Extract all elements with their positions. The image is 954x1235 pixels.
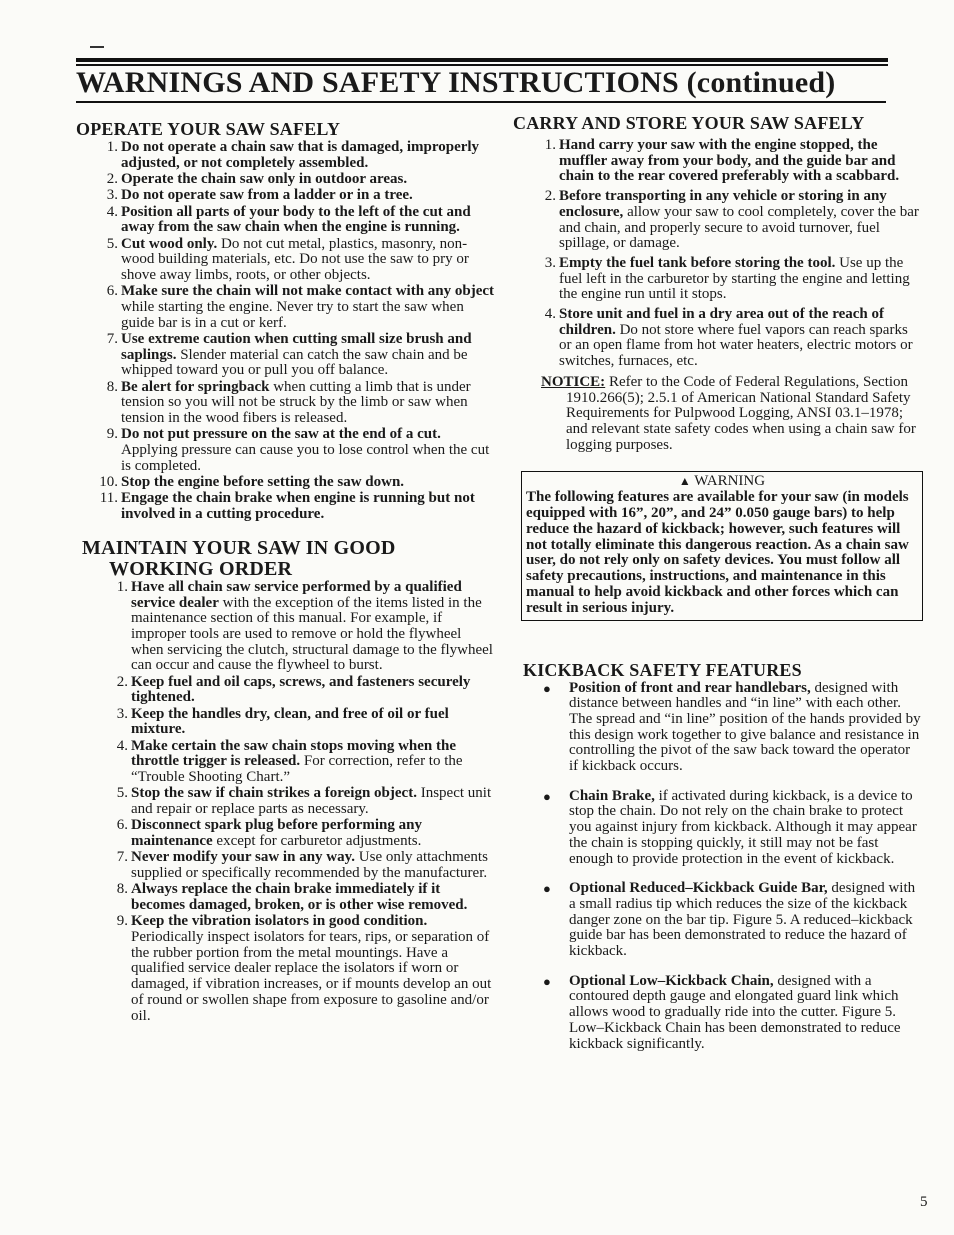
list-item	[76, 882, 496, 913]
item-bold-text: Operate the chain saw only in outdoor areas.	[121, 171, 408, 187]
item-bold-text: Be alert for springback	[121, 378, 270, 395]
item-number: 3.	[116, 705, 128, 722]
item-text: Use only attachments supplied or specifically recommended by the manufacturer.	[131, 849, 488, 882]
feature-description: designed with a small radius tip which reduces the size of the kickback danger zone on the bar tip. Figure 5. A reduced–kickback guide bar has been demonstrated to reduce the hazard of kickback.	[569, 880, 916, 960]
list-item	[76, 284, 496, 331]
item-number: 8.	[116, 881, 128, 898]
item-text: Do not store where fuel vapors can reach sparks or an open flame from hot water heaters, electric motors or switches, furnaces, etc.	[559, 321, 913, 370]
list-item	[76, 427, 496, 474]
list-item	[513, 256, 923, 303]
item-text: except for carburetor adjustments.	[212, 833, 422, 850]
item-number: 9.	[106, 426, 118, 443]
feature-name: Position of front and rear handlebars,	[569, 679, 811, 696]
item-bold-text: Make certain the saw chain stops moving when the throttle trigger is released.	[131, 737, 456, 770]
feature-name: Chain Brake,	[569, 787, 655, 804]
item-number: 8.	[106, 378, 118, 395]
list-item	[76, 850, 496, 881]
item-text: Do not cut metal, plastics, masonry, non-wood building materials, etc. Do not use the saw to pry or shove away limbs, roots, or other objects.	[121, 235, 469, 283]
carry-heading: CARRY AND STORE YOUR SAW SAFELY	[513, 113, 865, 133]
item-number: 4.	[106, 203, 118, 220]
warning-text: The following features are available for your saw (in models equipped with 16”, 20”, and 24” 0.050 gauge bars) to help reduce the hazard of kickback; however, such features will not totally eliminate this dangerous reaction. As a chain saw user, do not rely only on safety devices. You must follow all safety precautions, instructions, and maintenance in this manual to help avoid kickback and other forces which can result in serious injury.	[526, 489, 909, 616]
feature-description: designed with distance between handles and “in line” with each other. The spread and “in line” position of the hands provided by this design work together to give balance and resistance in controlling the pivot of the saw back toward the operator if kickback occurs.	[569, 679, 921, 775]
list-item	[513, 307, 923, 370]
item-bold-text: Always replace the chain brake immediately if it becomes damaged, broken, or is other wise removed.	[131, 881, 468, 914]
item-bold-text: Hand carry your saw with the engine stopped, the muffler away from your body, and the guide bar and chain to the rear covered preferably with a scabbard.	[559, 137, 900, 185]
item-bold-text: Do not operate a chain saw that is damaged, improperly adjusted, or not completely assembled.	[121, 139, 480, 171]
item-bold-text: Use extreme caution when cutting small size brush and saplings.	[121, 331, 472, 363]
kickback-heading: KICKBACK SAFETY FEATURES	[523, 659, 802, 680]
item-number: 1.	[106, 139, 118, 155]
carry-list	[513, 138, 923, 370]
list-item	[76, 818, 496, 849]
item-text: For correction, refer to the “Trouble Shooting Chart.”	[131, 753, 463, 786]
bullet-icon: ●	[543, 788, 551, 804]
warning-title: WARNING	[694, 473, 766, 490]
notice-label: NOTICE:	[541, 373, 606, 390]
item-number: 5.	[116, 785, 128, 802]
item-bold-text: Do not put pressure on the saw at the end of a cut.	[121, 426, 441, 443]
kickback-feature-item	[513, 789, 923, 868]
item-number: 9.	[116, 913, 128, 930]
item-bold-text: Stop the saw if chain strikes a foreign object.	[131, 785, 417, 802]
item-number: 3.	[106, 187, 118, 204]
left-column	[76, 120, 496, 1025]
warning-title-row	[526, 474, 918, 490]
item-bold-text: Keep fuel and oil caps, screws, and fasteners securely tightened.	[131, 673, 471, 706]
item-bold-text: Store unit and fuel in a dry area out of the reach of children.	[559, 306, 884, 338]
list-item	[513, 189, 923, 252]
list-item	[513, 138, 923, 185]
title-underline	[76, 101, 886, 103]
bullet-icon: ●	[543, 881, 551, 897]
list-item	[76, 707, 496, 738]
item-number: 4.	[116, 737, 128, 754]
list-item	[76, 491, 496, 522]
notice-text: Refer to the Code of Federal Regulations, Section 1910.266(5); 2.5.1 of American National Standard Safety Requirements for Pulpwood Logging, ANSI 03.1–1978; and relevant state safety codes when using a chain saw for logging purposes.	[566, 373, 916, 453]
list-item	[76, 786, 496, 817]
item-number: 3.	[544, 254, 556, 271]
item-bold-text: Disconnect spark plug before performing any maintenance	[131, 817, 422, 850]
item-text: allow your saw to cool completely, cover the bar and chain, and properly secure to avoid turnover, fuel spillage, or damage.	[559, 203, 919, 252]
list-item	[76, 914, 496, 1024]
list-item	[76, 332, 496, 379]
item-number: 5.	[106, 235, 118, 252]
right-column	[513, 114, 923, 1066]
kickback-feature-item	[513, 681, 923, 775]
item-number: 1.	[116, 578, 128, 595]
item-text: Use up the fuel left in the carburetor by starting the engine and letting the engine run until it stops.	[559, 254, 910, 303]
item-text: Slender material can catch the saw chain and be whipped toward you or pull you off balance.	[121, 346, 468, 379]
item-number: 11.	[99, 490, 118, 507]
operate-list	[76, 140, 496, 523]
maintain-heading-line2: WORKING ORDER	[109, 557, 293, 580]
page-title: WARNINGS AND SAFETY INSTRUCTIONS (continued)	[76, 66, 836, 99]
item-text: while starting the engine. Never try to start the saw when guide bar is in a cut or kerf.	[121, 299, 464, 331]
item-bold-text: Do not operate saw from a ladder or in a tree.	[121, 187, 413, 204]
item-text: when cutting a limb that is under tension so you will not be struck by the limb or saw when tension in the wood fibers is released.	[121, 378, 471, 427]
bullet-icon: ●	[543, 973, 551, 989]
list-item	[76, 237, 496, 284]
item-text: Periodically inspect isolators for tears, rips, or separation of the rubber portion from the metal mountings. Have a qualified service dealer replace the isolators if worn or damaged, if vibration increases, or if mounts develop an out of round or swollen shape from exposure to gasoline and/or oil.	[131, 929, 492, 1024]
item-number: 1.	[544, 137, 556, 153]
item-number: 6.	[116, 817, 128, 834]
warning-triangle-icon: ▲	[678, 474, 691, 489]
list-item	[76, 580, 496, 674]
maintain-heading-line1: MAINTAIN YOUR SAW IN GOOD	[82, 536, 396, 559]
list-item	[76, 675, 496, 706]
notice-paragraph	[513, 375, 923, 454]
item-number: 2.	[106, 171, 118, 187]
list-item	[76, 188, 496, 204]
scan-mark	[90, 46, 104, 48]
feature-name: Optional Low–Kickback Chain,	[569, 972, 774, 989]
warning-box	[521, 471, 923, 620]
item-number: 10.	[99, 474, 118, 491]
item-bold-text: Stop the engine before setting the saw down.	[121, 474, 405, 491]
kickback-feature-item	[513, 974, 923, 1053]
list-item	[76, 475, 496, 491]
item-bold-text: Position all parts of your body to the left of the cut and away from the saw chain when the engine is running.	[121, 203, 471, 236]
item-bold-text: Never modify your saw in any way.	[131, 849, 356, 866]
item-text: Applying pressure can cause you to lose control when the cut is completed.	[121, 442, 490, 474]
item-bold-text: Make sure the chain will not make contact with any object	[121, 283, 495, 300]
bullet-icon: ●	[543, 680, 551, 696]
item-bold-text: Keep the vibration isolators in good condition.	[131, 913, 428, 930]
item-number: 4.	[544, 306, 556, 323]
feature-description: if activated during kickback, is a device to stop the chain. Do not rely on the chain brake to protect you against injury from kickback. Although it may appear the chain is stopping quickly, it still may not be fast enough to provide protection in the event of kickback.	[569, 787, 917, 867]
list-item	[76, 140, 496, 171]
kickback-feature-item	[513, 881, 923, 960]
kickback-list	[513, 681, 923, 1053]
maintain-list	[76, 580, 496, 1024]
list-item	[76, 205, 496, 236]
item-bold-text: Keep the handles dry, clean, and free of oil or fuel mixture.	[131, 705, 449, 738]
top-rule-thick	[76, 58, 888, 62]
item-bold-text: Before transporting in any vehicle or storing in any enclosure,	[559, 188, 887, 220]
list-item	[76, 380, 496, 427]
item-bold-text: Engage the chain brake when engine is running but not involved in a cutting procedure.	[121, 490, 475, 523]
item-number: 2.	[116, 673, 128, 690]
item-bold-text: Have all chain saw service performed by a qualified service dealer	[131, 578, 462, 611]
item-bold-text: Empty the fuel tank before storing the tool.	[559, 254, 836, 271]
item-number: 7.	[106, 331, 118, 347]
list-item	[76, 172, 496, 188]
list-item	[76, 739, 496, 786]
page-number: 5	[920, 1194, 928, 1210]
feature-description: designed with a contoured depth gauge and elongated guard link which allows wood to gradually ride into the cutter. Figure 5. Low–Kickback Chain has been demonstrated to reduce kickback significantly.	[569, 972, 901, 1052]
feature-name: Optional Reduced–Kickback Guide Bar,	[569, 880, 828, 897]
item-number: 7.	[116, 849, 128, 866]
item-number: 2.	[544, 188, 556, 205]
item-text: Inspect unit and repair or replace parts as necessary.	[131, 785, 492, 818]
item-number: 6.	[106, 283, 118, 300]
operate-heading: OPERATE YOUR SAW SAFELY	[76, 119, 341, 139]
item-text: with the exception of the items listed in the maintenance section of this manual. For example, if improper tools are used to remove or hold the flywheel when servicing the clutch, structural damage to the flywheel can occur and cause the flywheel to burst.	[131, 594, 493, 674]
item-bold-text: Cut wood only.	[121, 235, 218, 252]
